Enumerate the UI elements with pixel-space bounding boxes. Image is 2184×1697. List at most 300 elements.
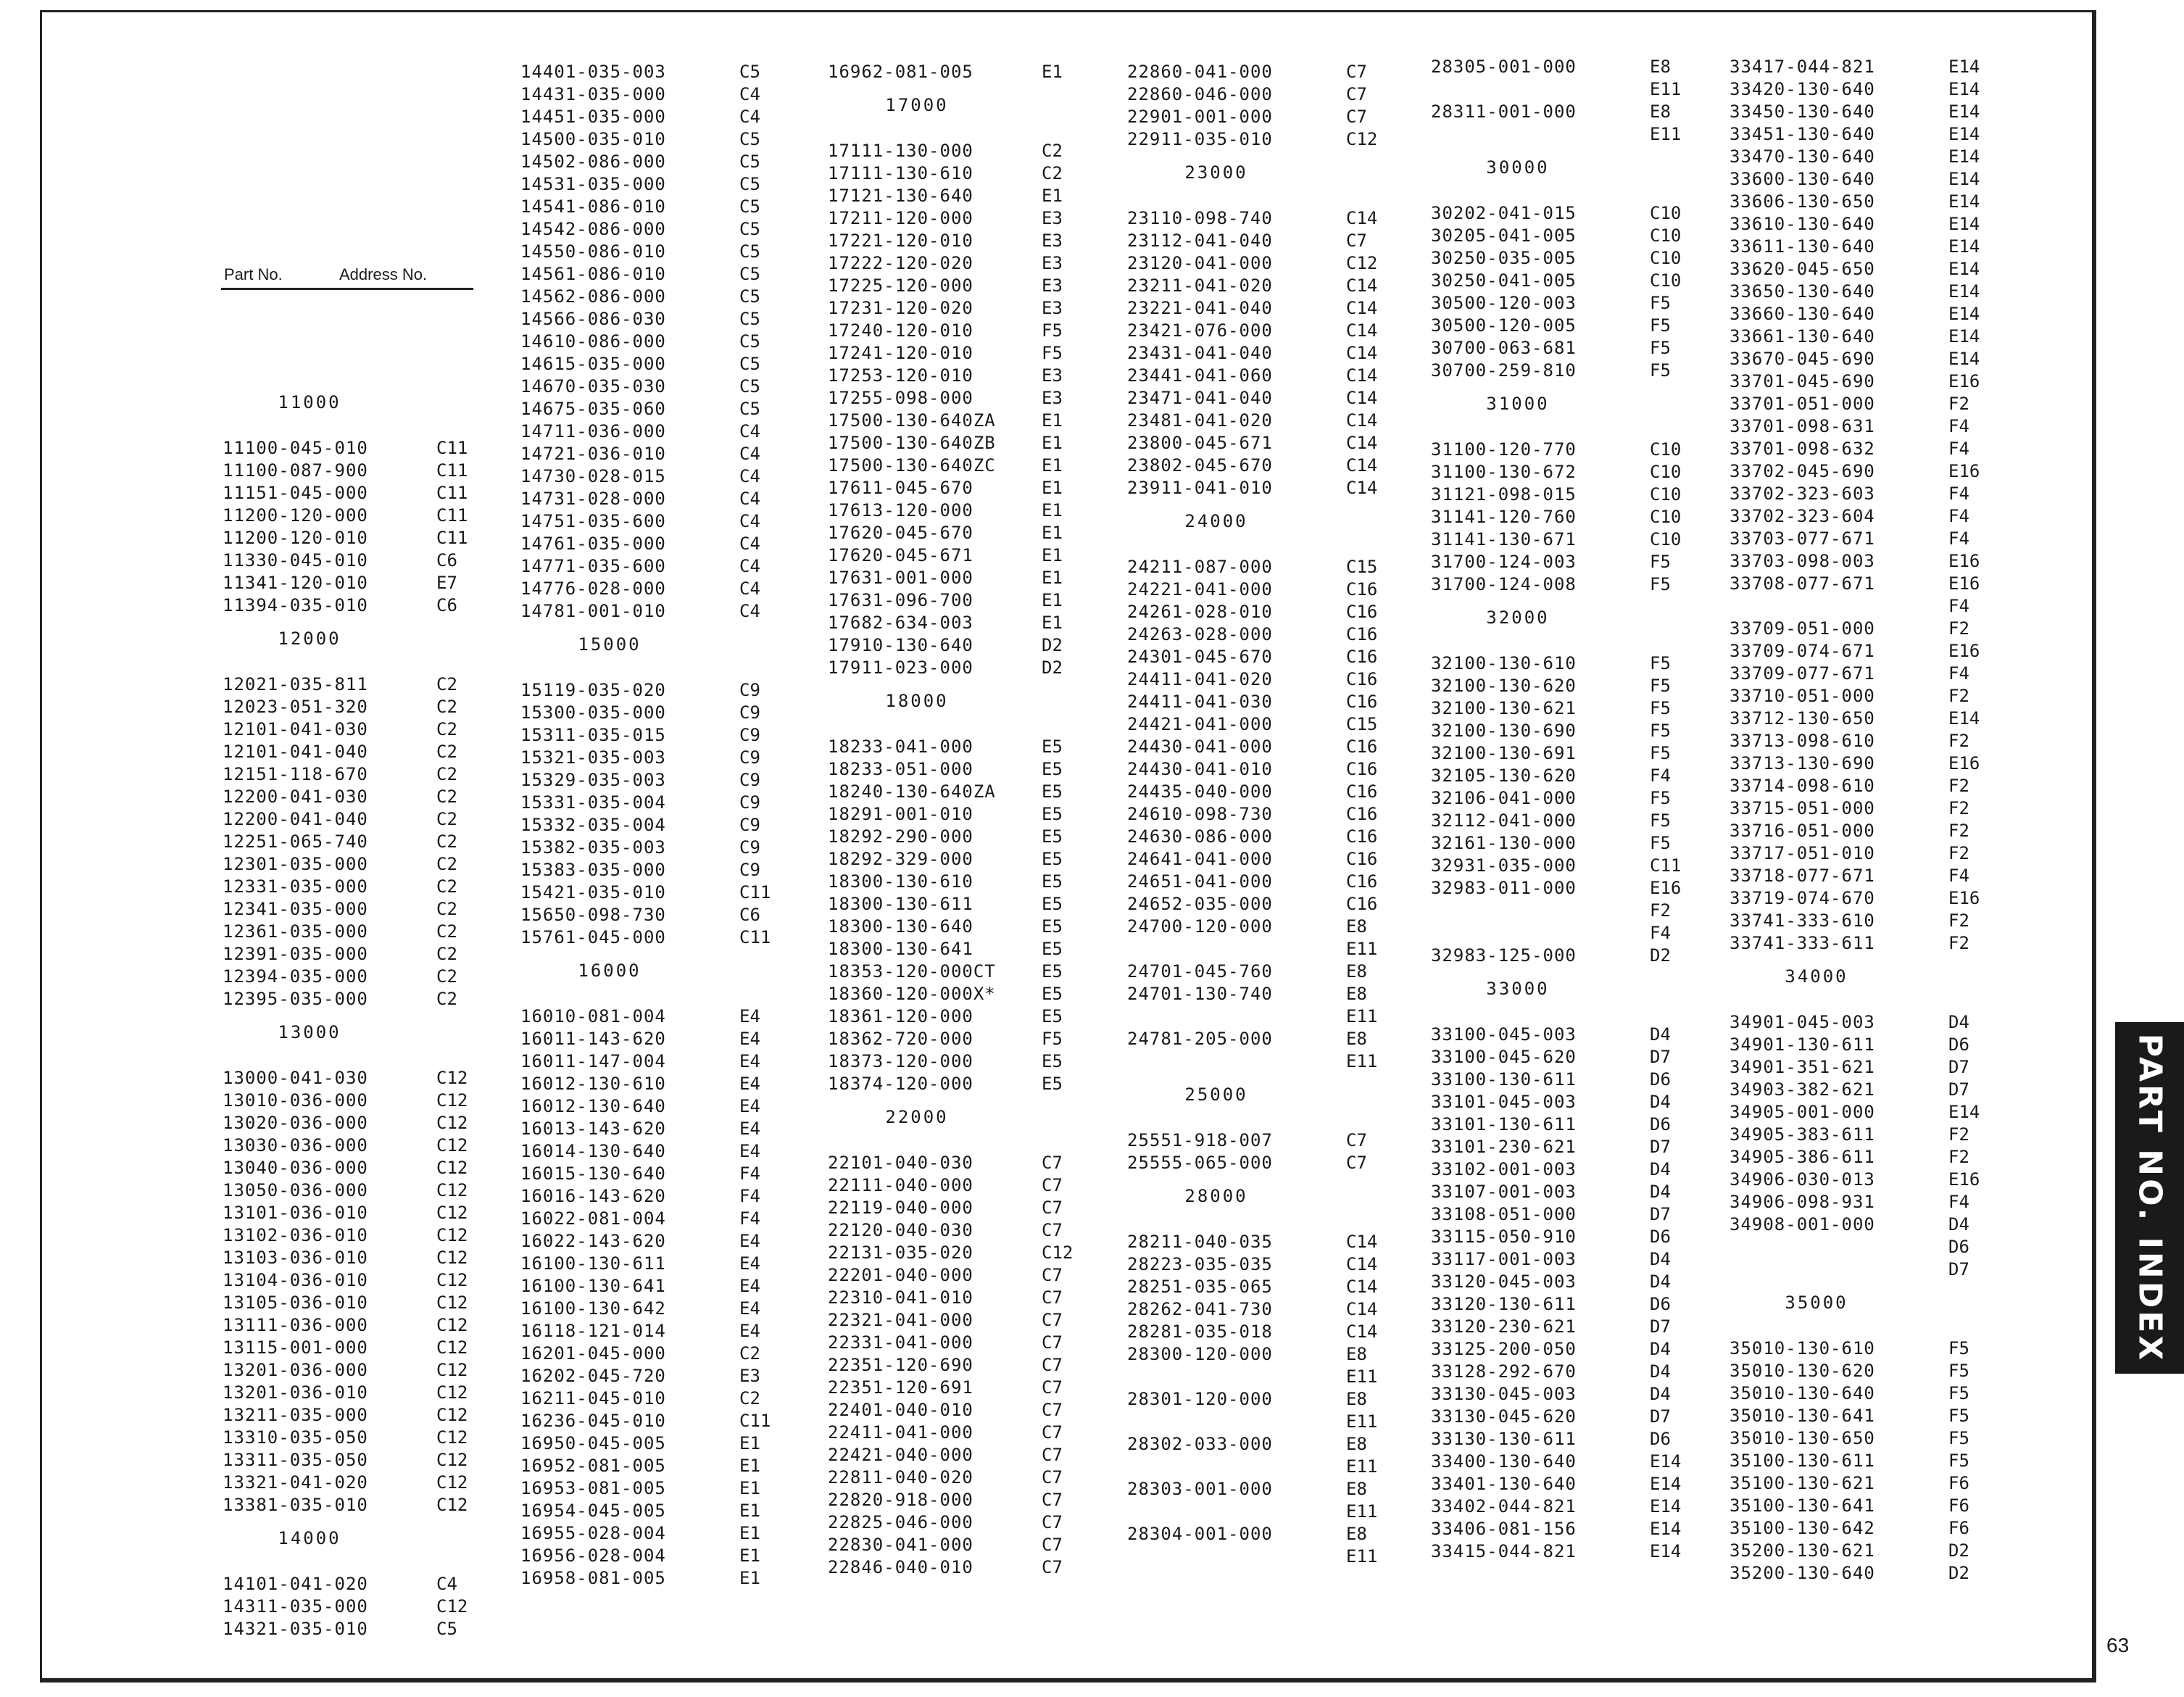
- index-row: [1127, 1152, 1404, 1174]
- part-number: 31700-124-008: [1431, 574, 1577, 594]
- address-number: C12: [436, 1596, 468, 1617]
- address-number: E1: [739, 1501, 760, 1521]
- address-number: C12: [1346, 253, 1378, 273]
- index-row: [1431, 78, 1708, 100]
- index-row: [1730, 325, 2006, 347]
- address-number: E1: [1042, 523, 1063, 543]
- address-number: E4: [739, 1141, 760, 1161]
- index-row: [1730, 438, 2006, 460]
- index-row: [1730, 1146, 2006, 1168]
- index-row: [520, 218, 797, 240]
- address-number: C10: [1650, 225, 1682, 246]
- address-number: F5: [1650, 788, 1671, 808]
- address-number: E14: [1650, 1451, 1682, 1472]
- address-number: C10: [1650, 462, 1682, 482]
- index-row: [828, 1197, 1100, 1219]
- part-number: 12391-035-000: [223, 944, 368, 964]
- index-row: [1730, 460, 2006, 482]
- index-row: [1127, 1231, 1404, 1253]
- part-number: 17253-120-010: [828, 365, 973, 386]
- part-number: 13201-036-000: [223, 1360, 368, 1380]
- index-row: [828, 522, 1100, 544]
- address-number: D2: [1948, 1540, 1969, 1561]
- index-row: [1431, 1248, 1708, 1270]
- part-number: 33451-130-640: [1730, 124, 1875, 144]
- index-row: [1431, 787, 1708, 809]
- address-number: F4: [1948, 439, 1969, 459]
- index-row: [828, 938, 1100, 960]
- address-number: C9: [739, 680, 760, 700]
- section-heading: 13000: [278, 1022, 341, 1042]
- index-row: [1431, 1046, 1708, 1068]
- address-number: E14: [1948, 326, 1980, 347]
- address-number: E1: [1042, 62, 1063, 82]
- address-number: E16: [1650, 878, 1682, 898]
- address-number: C10: [1650, 248, 1682, 268]
- address-number: E5: [1042, 1006, 1063, 1026]
- part-number: 35100-130-642: [1730, 1518, 1875, 1538]
- part-number: 33130-130-611: [1431, 1429, 1577, 1449]
- part-number: 30500-120-003: [1431, 293, 1577, 313]
- address-number: E8: [1650, 101, 1671, 122]
- address-number: C14: [1346, 1277, 1378, 1297]
- index-row: [1127, 578, 1404, 600]
- index-row: [223, 1292, 494, 1314]
- address-number: C7: [1346, 84, 1367, 104]
- part-number: 33611-130-640: [1730, 236, 1875, 257]
- part-number: 33102-001-003: [1431, 1159, 1577, 1179]
- address-number: C12: [436, 1495, 468, 1515]
- address-number: C5: [739, 286, 760, 307]
- address-number: E1: [739, 1478, 760, 1498]
- address-number: C16: [1346, 737, 1378, 757]
- index-row: [1431, 573, 1708, 595]
- index-row: [1730, 483, 2006, 505]
- part-number: 16012-130-610: [520, 1074, 666, 1094]
- address-number: C2: [739, 1343, 760, 1364]
- index-row: [828, 1399, 1100, 1421]
- address-number: C2: [436, 674, 457, 694]
- part-number: 16012-130-640: [520, 1096, 666, 1116]
- index-row: [1730, 1495, 2006, 1516]
- side-tab-label: PART NO. INDEX: [2131, 1033, 2168, 1363]
- part-number: 11100-045-010: [223, 438, 368, 458]
- address-number: C14: [1346, 1232, 1378, 1252]
- address-number: F5: [1948, 1383, 1969, 1403]
- address-number: C11: [436, 438, 468, 458]
- part-number: 16015-130-640: [520, 1163, 666, 1184]
- part-number: 18300-130-611: [828, 894, 973, 914]
- address-number: E3: [739, 1366, 760, 1386]
- index-row: [1127, 342, 1404, 364]
- index-row: [223, 1314, 494, 1336]
- address-number: F4: [1650, 923, 1671, 943]
- part-number: 17911-023-000: [828, 657, 973, 678]
- index-row: [1127, 1411, 1404, 1432]
- part-number: 33650-130-640: [1730, 281, 1875, 302]
- address-number: C2: [436, 697, 457, 717]
- part-number: 32100-130-621: [1431, 698, 1577, 718]
- index-row: [1127, 1343, 1404, 1365]
- address-number: F2: [1948, 1147, 1969, 1167]
- address-number: E16: [1948, 1169, 1980, 1190]
- index-row: [520, 769, 797, 791]
- address-number: E14: [1650, 1519, 1682, 1539]
- index-row: [520, 106, 797, 128]
- index-row: [520, 1365, 797, 1387]
- part-number: 13040-036-000: [223, 1158, 368, 1178]
- index-row: [1730, 213, 2006, 235]
- part-number: 24421-041-000: [1127, 714, 1273, 734]
- section-heading: 11000: [278, 392, 341, 412]
- address-number: C12: [436, 1315, 468, 1335]
- part-number: 18300-130-640: [828, 916, 973, 937]
- address-number: D6: [1650, 1294, 1671, 1314]
- address-number: E1: [1042, 186, 1063, 206]
- address-number: C16: [1346, 647, 1378, 667]
- index-row: [1431, 1361, 1708, 1382]
- address-number: E3: [1042, 298, 1063, 318]
- part-number: 12101-041-040: [223, 742, 368, 762]
- address-number: F2: [1948, 910, 1969, 931]
- index-row: [1730, 101, 2006, 123]
- address-number: F4: [1948, 416, 1969, 436]
- part-number: 12101-041-030: [223, 719, 368, 739]
- index-row: [520, 555, 797, 577]
- index-row: [520, 1343, 797, 1364]
- part-number: 22820-918-000: [828, 1490, 973, 1510]
- address-number: C16: [1346, 804, 1378, 824]
- part-number: 14730-028-015: [520, 466, 666, 486]
- part-number: 24651-041-000: [1127, 871, 1273, 892]
- address-number: E16: [1948, 551, 1980, 571]
- index-row: [828, 736, 1100, 758]
- address-number: C9: [739, 837, 760, 858]
- part-number: 24411-041-030: [1127, 692, 1273, 712]
- index-row: [1127, 128, 1404, 150]
- address-number: C5: [739, 309, 760, 329]
- index-row: [828, 275, 1100, 296]
- index-row: [520, 837, 797, 858]
- part-number: 24411-041-020: [1127, 669, 1273, 689]
- address-number: C7: [1346, 231, 1367, 251]
- address-number: C2: [436, 899, 457, 919]
- part-number: 16010-081-004: [520, 1006, 666, 1026]
- address-number: E16: [1948, 573, 1980, 594]
- index-row: [1431, 337, 1708, 359]
- part-number: 12394-035-000: [223, 966, 368, 987]
- part-number: 15300-035-000: [520, 702, 666, 723]
- part-number: 33715-051-000: [1730, 798, 1875, 818]
- address-number: E1: [739, 1433, 760, 1453]
- address-number: E14: [1948, 259, 1980, 279]
- part-number: 15311-035-015: [520, 725, 666, 745]
- index-row: [828, 1466, 1100, 1488]
- index-row: [1730, 640, 2006, 662]
- address-number: C14: [1346, 455, 1378, 476]
- index-row: [520, 600, 797, 622]
- address-number: D4: [1650, 1182, 1671, 1202]
- address-number: C7: [1042, 1445, 1063, 1465]
- address-number: E14: [1948, 146, 1980, 167]
- part-number: 30250-035-005: [1431, 248, 1577, 268]
- address-number: F2: [1948, 776, 1969, 796]
- part-number: 24641-041-000: [1127, 849, 1273, 869]
- index-row: [223, 572, 494, 594]
- index-row: [223, 741, 494, 763]
- part-number: 15332-035-004: [520, 815, 666, 835]
- index-row: [520, 1567, 797, 1589]
- index-row: [1730, 775, 2006, 797]
- index-row: [1127, 871, 1404, 892]
- index-row: [1730, 797, 2006, 819]
- part-number: 16118-121-014: [520, 1321, 666, 1341]
- index-row: [1127, 556, 1404, 578]
- part-number: 15421-035-010: [520, 882, 666, 903]
- part-number: 33610-130-640: [1730, 214, 1875, 234]
- section-heading: 31000: [1486, 394, 1550, 414]
- index-row: [1730, 573, 2006, 594]
- part-number: 32100-130-620: [1431, 676, 1577, 696]
- address-number: C14: [1346, 1299, 1378, 1319]
- part-number: 33670-045-690: [1730, 349, 1875, 369]
- address-number: C11: [436, 528, 468, 548]
- address-number: C7: [1042, 1153, 1063, 1173]
- address-number: C15: [1346, 557, 1378, 577]
- part-number: 33702-323-603: [1730, 484, 1875, 504]
- part-number: 18360-120-000X*: [828, 984, 996, 1004]
- address-number: E11: [1346, 1501, 1378, 1522]
- index-row: [1431, 1113, 1708, 1135]
- address-number: C16: [1346, 692, 1378, 712]
- index-row: [1127, 826, 1404, 847]
- part-number: 18300-130-610: [828, 871, 973, 892]
- index-row: [1127, 455, 1404, 476]
- part-number: 15650-098-730: [520, 905, 666, 925]
- index-row: [520, 510, 797, 532]
- address-number: C7: [1042, 1467, 1063, 1488]
- address-number: D2: [1042, 635, 1063, 655]
- index-row: [1730, 1472, 2006, 1494]
- part-number: 13201-036-010: [223, 1382, 368, 1403]
- index-row: [828, 1354, 1100, 1376]
- address-number: C2: [1042, 163, 1063, 183]
- part-number: 33600-130-640: [1730, 169, 1875, 189]
- index-row: [1431, 1316, 1708, 1337]
- part-number: 17221-120-010: [828, 231, 973, 251]
- address-number: D4: [1948, 1012, 1969, 1032]
- address-number: E16: [1948, 371, 1980, 391]
- index-row: [1127, 1129, 1404, 1151]
- part-number: 35010-130-640: [1730, 1383, 1875, 1403]
- address-number: E11: [1346, 1546, 1378, 1567]
- index-row: [828, 1534, 1100, 1556]
- part-number: 14550-086-010: [520, 241, 666, 262]
- address-number: C12: [436, 1472, 468, 1493]
- address-number: F2: [1948, 843, 1969, 863]
- index-row: [1127, 1298, 1404, 1320]
- address-number: F2: [1948, 798, 1969, 818]
- address-number: E1: [739, 1545, 760, 1566]
- address-number: E11: [1346, 1366, 1378, 1387]
- index-row: [520, 926, 797, 948]
- address-number: C7: [1042, 1422, 1063, 1443]
- address-number: C2: [436, 764, 457, 784]
- address-number: E3: [1042, 388, 1063, 408]
- index-row: [1730, 1101, 2006, 1123]
- part-number: 33709-074-671: [1730, 641, 1875, 661]
- index-row: [1730, 1427, 2006, 1449]
- part-number: 23211-041-020: [1127, 275, 1273, 296]
- address-number: C12: [436, 1360, 468, 1380]
- part-number: 23802-045-670: [1127, 455, 1273, 476]
- part-number: 31141-120-760: [1431, 507, 1577, 527]
- address-number: F5: [1650, 698, 1671, 718]
- address-number: C4: [739, 466, 760, 486]
- part-number: 14431-035-000: [520, 84, 666, 104]
- address-number: E8: [1346, 1029, 1367, 1049]
- address-number: E14: [1948, 708, 1980, 729]
- index-row: [828, 826, 1100, 847]
- part-number: 33402-044-821: [1431, 1496, 1577, 1516]
- part-number: 13101-036-010: [223, 1203, 368, 1223]
- part-number: 24221-041-000: [1127, 579, 1273, 599]
- part-number: 17500-130-640ZA: [828, 410, 996, 431]
- section-heading: 15000: [578, 634, 642, 655]
- index-row: [520, 1298, 797, 1319]
- address-number: C4: [739, 107, 760, 127]
- index-row: [520, 196, 797, 217]
- address-number: D4: [1650, 1159, 1671, 1179]
- part-number: 17240-120-010: [828, 320, 973, 341]
- address-number: E14: [1948, 57, 1980, 77]
- address-number: F2: [1948, 686, 1969, 706]
- part-number: 13103-036-010: [223, 1248, 368, 1268]
- index-row: [223, 1449, 494, 1471]
- part-number: 12331-035-000: [223, 876, 368, 897]
- part-number: 11151-045-000: [223, 483, 368, 503]
- index-row: [1431, 360, 1708, 381]
- address-number: E4: [739, 1029, 760, 1049]
- address-number: E14: [1948, 281, 1980, 302]
- part-number: 11200-120-000: [223, 505, 368, 526]
- index-row: [520, 1140, 797, 1162]
- address-number: E8: [1346, 1524, 1367, 1544]
- index-row: [828, 1511, 1100, 1533]
- address-number: D4: [1650, 1271, 1671, 1292]
- index-row: [1431, 101, 1708, 123]
- index-row: [828, 1152, 1100, 1174]
- address-number: F5: [1042, 343, 1063, 363]
- index-row: [1127, 207, 1404, 229]
- address-number: C16: [1346, 826, 1378, 847]
- index-row: [828, 342, 1100, 364]
- section-heading: 32000: [1486, 607, 1550, 628]
- index-row: [1431, 270, 1708, 291]
- index-row: [1730, 56, 2006, 78]
- index-row: [828, 387, 1100, 409]
- address-number: D2: [1042, 657, 1063, 678]
- index-row: [520, 263, 797, 285]
- part-number: 17631-001-000: [828, 568, 973, 588]
- part-number: 15119-035-020: [520, 680, 666, 700]
- address-number: E8: [1346, 1479, 1367, 1499]
- part-number: 17682-634-003: [828, 613, 973, 633]
- address-number: C7: [1042, 1287, 1063, 1308]
- address-number: E8: [1346, 1344, 1367, 1364]
- index-row: [1730, 910, 2006, 932]
- part-number: 33101-130-611: [1431, 1114, 1577, 1134]
- address-number: C12: [436, 1158, 468, 1178]
- index-row: [1730, 78, 2006, 100]
- index-row: [1730, 146, 2006, 167]
- part-number: 33703-098-003: [1730, 551, 1875, 571]
- address-number: C11: [739, 1411, 771, 1431]
- index-row: [223, 696, 494, 718]
- index-row: [1431, 439, 1708, 460]
- part-number: 14101-041-020: [223, 1574, 368, 1594]
- index-row: [828, 893, 1100, 915]
- part-number: 22101-040-030: [828, 1153, 973, 1173]
- index-row: [1730, 1169, 2006, 1190]
- index-row: [520, 679, 797, 701]
- part-number: 12151-118-670: [223, 764, 368, 784]
- address-number: D7: [1650, 1316, 1671, 1337]
- part-number: 18353-120-000CT: [828, 961, 996, 982]
- section-heading: 35000: [1785, 1293, 1848, 1313]
- part-number: 15331-035-004: [520, 792, 666, 813]
- index-row: [1730, 1337, 2006, 1359]
- part-number: 18240-130-640ZA: [828, 781, 996, 802]
- part-number: 24211-087-000: [1127, 557, 1273, 577]
- address-number: E4: [739, 1231, 760, 1251]
- address-number: F5: [1650, 552, 1671, 572]
- part-number: 13111-036-000: [223, 1315, 368, 1335]
- part-number: 35200-130-621: [1730, 1540, 1875, 1561]
- index-row: [520, 1095, 797, 1117]
- section-heading: 17000: [885, 95, 949, 115]
- address-number: F4: [1948, 1192, 1969, 1212]
- address-number: C6: [739, 905, 760, 925]
- index-row: [1127, 410, 1404, 431]
- part-number: 16011-143-620: [520, 1029, 666, 1049]
- part-number: 23911-041-010: [1127, 478, 1273, 498]
- index-row: [828, 1444, 1100, 1466]
- address-number: E4: [739, 1096, 760, 1116]
- part-number: 31121-098-015: [1431, 484, 1577, 505]
- index-row: [520, 1455, 797, 1477]
- address-number: C9: [739, 702, 760, 723]
- part-number: 32983-011-000: [1431, 878, 1577, 898]
- address-number: C16: [1346, 602, 1378, 622]
- index-row: [1431, 1383, 1708, 1405]
- part-number: 14566-086-030: [520, 309, 666, 329]
- index-row: [520, 1522, 797, 1544]
- part-number: 28301-120-000: [1127, 1389, 1273, 1409]
- part-number: 14751-035-600: [520, 511, 666, 531]
- address-number: E4: [739, 1006, 760, 1026]
- index-row: [828, 207, 1100, 229]
- part-number: 17222-120-020: [828, 253, 973, 273]
- part-number: 34906-098-931: [1730, 1192, 1875, 1212]
- part-number: 14451-035-000: [520, 107, 666, 127]
- index-row: [223, 898, 494, 920]
- part-number: 16014-130-640: [520, 1141, 666, 1161]
- section-heading: 33000: [1486, 979, 1550, 999]
- address-number: C2: [436, 989, 457, 1009]
- address-number: E14: [1948, 304, 1980, 324]
- index-row: [1127, 893, 1404, 915]
